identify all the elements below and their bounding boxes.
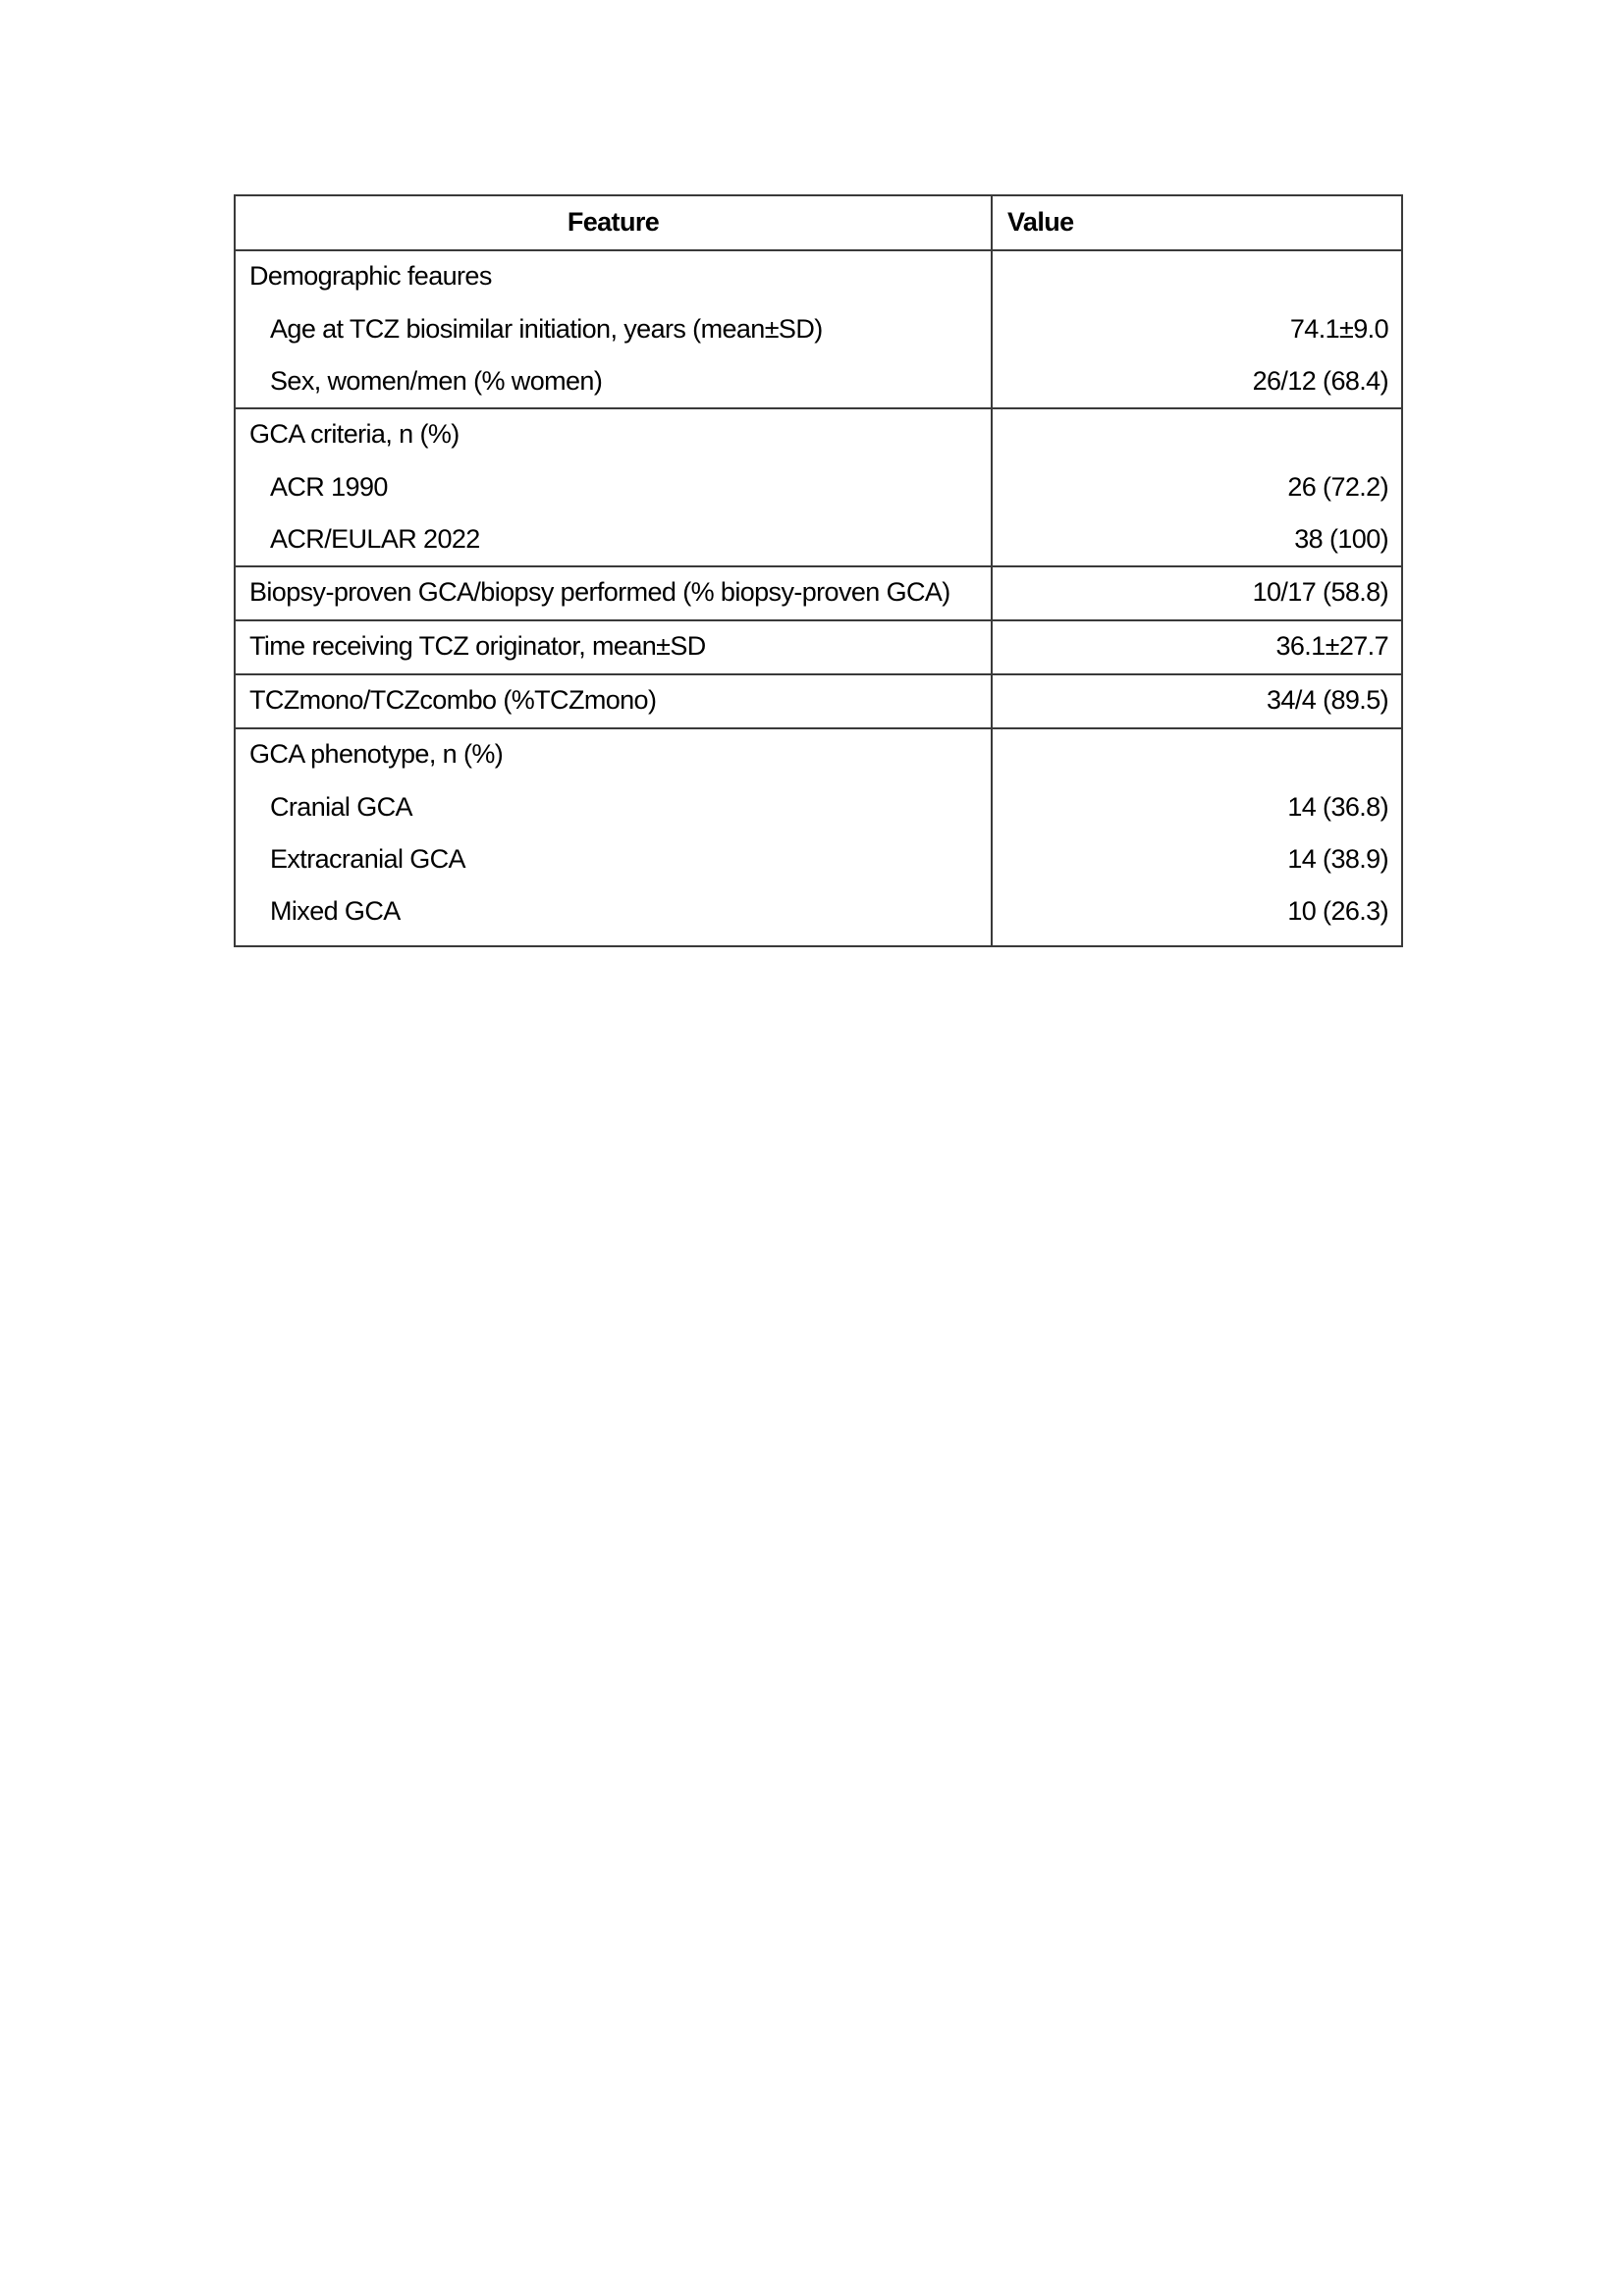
row-label: Extracranial GCA — [270, 844, 465, 874]
row-label: Time receiving TCZ originator, mean±SD — [249, 631, 706, 661]
row-value: 26/12 (68.4) — [1252, 366, 1388, 396]
group-title: Demographic feaures — [249, 261, 492, 291]
header-value: Value — [1007, 207, 1074, 237]
characteristics-table — [234, 194, 1403, 947]
row-label: ACR/EULAR 2022 — [270, 524, 480, 554]
row-value: 10/17 (58.8) — [1252, 577, 1388, 607]
row-value: 10 (26.3) — [1287, 896, 1388, 926]
table-row-biopsy — [236, 565, 1401, 619]
row-label: TCZmono/TCZcombo (%TCZmono) — [249, 685, 657, 715]
row-label: ACR 1990 — [270, 472, 388, 502]
group-title: GCA phenotype, n (%) — [249, 739, 504, 769]
row-value: 26 (72.2) — [1287, 472, 1388, 502]
row-value: 36.1±27.7 — [1275, 631, 1388, 661]
table-row-demographics — [236, 249, 1401, 407]
row-value: 34/4 (89.5) — [1267, 685, 1388, 715]
row-value: 74.1±9.0 — [1289, 314, 1388, 344]
row-label: Age at TCZ biosimilar initiation, years (mean±SD) — [270, 314, 823, 344]
row-value: 14 (38.9) — [1287, 844, 1388, 874]
table-row-tczmono — [236, 673, 1401, 727]
row-label: Cranial GCA — [270, 792, 412, 822]
group-title: GCA criteria, n (%) — [249, 419, 460, 449]
table-header-row — [236, 196, 1401, 249]
row-label: Sex, women/men (% women) — [270, 366, 603, 396]
table-row-time-originator — [236, 619, 1401, 673]
table-row-phenotype — [236, 727, 1401, 945]
row-value: 38 (100) — [1294, 524, 1388, 554]
row-value: 14 (36.8) — [1287, 792, 1388, 822]
table-row-gca-criteria — [236, 407, 1401, 565]
row-label: Biopsy-proven GCA/biopsy performed (% biopsy-proven GCA) — [249, 577, 950, 607]
row-label: Mixed GCA — [270, 896, 401, 926]
header-feature: Feature — [567, 207, 660, 237]
